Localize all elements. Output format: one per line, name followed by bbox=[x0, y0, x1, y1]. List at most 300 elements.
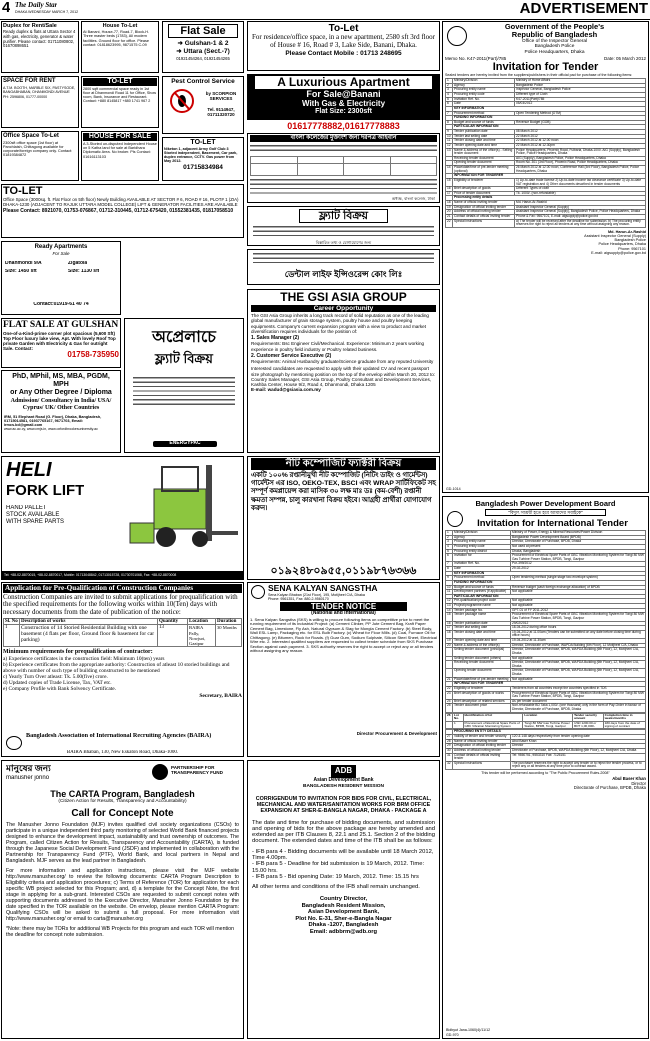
footer-line: Dhaka -1207, Bangladesh bbox=[308, 922, 379, 929]
ad-ref-2: GD-970 bbox=[446, 1032, 459, 1037]
bpdb-motto: "বিদ্যুৎ সাশ্রয়ী হতে হবে আমাদের সবাইকে" bbox=[485, 509, 606, 516]
ad-body: Ready duplex & flats at Uttara Sector 4 with gas, electricity, generator & water purifier. Please contact: 01711080802, 01670898651 bbox=[3, 29, 76, 49]
table-row bbox=[446, 648, 646, 656]
table-cell: Place/date/time of pre-tender meeting bbox=[453, 677, 511, 682]
ad-sena-kalyan bbox=[247, 582, 440, 757]
table-cell: Abul Baser Khan bbox=[511, 739, 646, 744]
table-cell: Agency bbox=[453, 83, 515, 88]
signer-email: E-mail: aigsupply@police.gov.bd bbox=[591, 250, 646, 255]
ad-body-placeholder bbox=[133, 376, 235, 406]
mission: BANGLADESH RESIDENT MISSION bbox=[302, 783, 385, 789]
ad-tolet-banani bbox=[247, 21, 440, 71]
table-cell: Date bbox=[453, 102, 515, 107]
table-cell bbox=[446, 661, 453, 669]
ad-phone: 01921454264, 01921454265 bbox=[176, 55, 230, 61]
ad-contact: Please Contact Mobile : 01713 248695 bbox=[285, 50, 402, 57]
ad-title: Ready Apartments bbox=[34, 244, 88, 250]
table-cell: 8 bbox=[446, 120, 453, 125]
table-cell: 4 bbox=[446, 93, 453, 98]
signer-phone: Phone: 9567101 bbox=[618, 246, 646, 251]
ptf-name: PARTNERSHIP FOR TRANSPARENCY FUND bbox=[171, 765, 223, 775]
table-cell: Not used at present bbox=[511, 544, 646, 549]
ad-phones: ০১৯২৪৮০৯৫৫,০১১৯৮৭৬৩৬৬ bbox=[270, 565, 417, 577]
ad-phone: 01715834984 bbox=[183, 164, 223, 172]
ad-phone: 01758-735950 bbox=[67, 350, 119, 360]
ad-features bbox=[6, 505, 64, 526]
table-cell: Director bbox=[511, 744, 646, 749]
table-cell: 3 bbox=[446, 540, 453, 545]
table-cell: 5 bbox=[446, 549, 453, 554]
cell: 30 Months bbox=[216, 625, 242, 647]
table-cell: USD 1200.00 or BDT 1,00,000/- bbox=[573, 721, 604, 729]
table-cell: Procurement of Electrical Spare Parts of GBC Vibration Monitoring System for Tongi 80 MW Gas Turbine Power Station, BPDB, Tongi, Gazipur bbox=[512, 553, 644, 561]
table-cell: 15 bbox=[446, 613, 453, 621]
table-cell: Agency bbox=[453, 535, 511, 540]
adb-logo: ADB bbox=[331, 765, 356, 778]
ad-brand: ENERGYPAC bbox=[153, 441, 217, 447]
table-cell: Not applicable bbox=[511, 590, 646, 595]
gov-sub-2: Bangladesh Police bbox=[534, 44, 575, 50]
position-1: 1. Sales Manager (2) bbox=[251, 334, 300, 341]
ad-flat-sale bbox=[162, 21, 244, 73]
ad-email: E-mail: wadud@gsiasia.com.my bbox=[251, 387, 321, 392]
signer-org: Bangladesh Police bbox=[614, 238, 646, 243]
min-requirements: Minimum requirements for prequalification of contractor: bbox=[3, 649, 153, 656]
ad-ref-1: Bidbyut Jana-1060(4)/11/12 bbox=[446, 1027, 491, 1032]
table-cell: 21 bbox=[447, 676, 451, 681]
ad-office-space bbox=[1, 131, 79, 181]
table-cell: 13 bbox=[446, 148, 453, 156]
para-2: For more information and application instructions, please visit the MJF website http://www.manusher.org/ to review the following documents: CARTA Program Description to Eligibility criteria and application procedures; c) Terms of Reference (TOR) for application for each specific WB project selected for this Program; and, d) a template for the Concept Note, the first stage in applying for a sub-grant. Interested CSOs are requested to submit concept notes with supporting documents addressed to the Executive Director, Manusher Jonno Foundation by the date specified in the TOR available on the website. On envelop, please mention CARTA Program: Qualifying CSOs will be asked to submit a full proposal. For more information visit http://www.manusher.org/ or email to carta@manusher.org bbox=[6, 868, 239, 923]
table-cell: Tender package No. bbox=[453, 608, 511, 613]
table-cell: PARTICULAR INFORMATION bbox=[453, 594, 646, 599]
ad-carta bbox=[1, 760, 244, 1039]
table-cell: 20 bbox=[447, 209, 451, 214]
table-cell: Procuring entity name bbox=[453, 540, 511, 545]
ad-gsi-asia bbox=[247, 289, 440, 453]
table-cell: Invitation Ref. No. bbox=[453, 562, 511, 567]
ad-body: The date and time for purchase of bidding documents, and submission and opening of bids for the above package are hereby amended and extended as per ITB Clauses 8, 22.1 and 25.1. Section 2 of the bidding document. The extended dates and time of the ITB shall be as follows: bbox=[252, 819, 435, 845]
footer-line: Country Director, bbox=[319, 896, 368, 903]
tender-heading: Invitation for International Tender bbox=[477, 518, 628, 530]
table-row bbox=[446, 613, 646, 621]
signer-address: Police Headquarters, Dhaka bbox=[598, 242, 646, 247]
feature-3: WITH SPARE PARTS bbox=[6, 519, 65, 525]
ad-line-1: ➜ Gulshan-1 & 2 bbox=[177, 40, 229, 48]
table-cell: As per tender document bbox=[511, 699, 646, 704]
tender-notice-title: TENDER NOTICE bbox=[280, 602, 407, 611]
table-cell: Location bbox=[523, 713, 573, 721]
table-cell: Tender opening date and time bbox=[453, 143, 515, 148]
table-cell: 29/02/2012 bbox=[511, 621, 646, 626]
ad-body-placeholder bbox=[253, 252, 434, 266]
table-cell: 1 bbox=[453, 721, 464, 729]
table-cell: Opening tender document bbox=[453, 669, 511, 677]
table-cell: Receiving tender document bbox=[453, 156, 515, 161]
table-cell: Lot No. bbox=[453, 713, 464, 721]
table-cell: 08 March 2012 bbox=[515, 130, 646, 135]
gov-emblem bbox=[447, 26, 467, 46]
ad-title: FLAT SALE AT GULSHAN bbox=[3, 320, 119, 330]
table-cell: Tender publication date bbox=[453, 130, 515, 135]
ad-title: বাংলা কলেজের মুক্তাংশ জন্য দরপত্র আহবান bbox=[250, 135, 437, 142]
table-cell: 11 bbox=[446, 590, 453, 595]
table-cell: Not applicable bbox=[511, 604, 646, 609]
ad-ready-apartments bbox=[1, 241, 121, 315]
table-cell: 1 bbox=[446, 531, 453, 536]
table-cell: 14 bbox=[447, 607, 451, 612]
ad-title: HOUSE FOR SALE bbox=[83, 133, 157, 141]
table-row bbox=[446, 704, 646, 712]
ad-subtitle: Career Opportunity bbox=[251, 305, 436, 312]
table-cell: 22 March 2012 bbox=[515, 134, 646, 139]
cell: BAIRA Pally, Nowjuri, Gazipur bbox=[188, 625, 216, 647]
table-cell: 32 bbox=[446, 761, 453, 769]
table-row bbox=[446, 713, 646, 721]
tender-bpdb bbox=[442, 496, 649, 1039]
gov-title-1: Government of the People's bbox=[504, 22, 605, 31]
table-cell: Invitation for bbox=[453, 554, 511, 562]
ad-intro: The GSI Asia Group inherits a long track record of solid reputation as one of the leading global manufacturer of grain storage system, poultry house and poultry keeping equipments. Company's current expansion program with a view to product and market diversification requires individuals for the position of: bbox=[251, 313, 429, 334]
ad-title: Pest Control Service bbox=[171, 78, 235, 85]
table-cell: Tenderers from all countries except the countries specified in TDS bbox=[511, 686, 646, 691]
table-cell: Director, Directorate of Purchase, BPDB, Dhaka bbox=[511, 540, 646, 545]
ad-title: TO-LET bbox=[3, 185, 43, 197]
ad-duplex bbox=[1, 21, 79, 73]
tender-notice-body: 1. Sena Kalyan Sangstha (SKS) is willing to procure following items on competitive price to meet the running requirement of its Industrial Project: (a) Cement Clinker, PP Jute Cement Bag, Kraft Paper Cement Bag, Limestone, Fly Ash, Natural Gypsum & Slag for Mongla Cement Factory. (b) Steel Body, Wall ESL Lamp, Packaging etc. for ESL Bulb Factory. (c) Wheat for Flour Mills. (d) Coal, Furnace Oil for Chittagong. (e) Bitumen, Rock for Roads. (f) Guar Gum, Sodium Sulphate, Silicon Steel Sheet, Electrical Wire etc. 2. Interested qualified suppliers are requested to collect tender schedule from SKS Purchase Section against cash payment. 3. SKS authority reserves the right to accept or reject any or all tenders without assigning any reason. bbox=[250, 617, 437, 654]
table-cell bbox=[446, 669, 453, 677]
table-cell: Tender package name bbox=[453, 613, 511, 621]
bpdb-lot-table bbox=[445, 713, 646, 730]
table-cell: 29 bbox=[447, 743, 451, 748]
table-cell: 4 bbox=[446, 544, 453, 549]
ad-phone: Tel. 9114947, 01711320720 bbox=[207, 107, 235, 118]
table-cell: Place/date/time of pre-tender meeting (optional) bbox=[453, 166, 515, 174]
footnote: This tender will be performed according to "The Public Procurement Rules-2008" bbox=[481, 771, 610, 776]
ad-address: Sena Kalyan Bhaban (21st Floor), 195, Motijheel C/A, Dhaka bbox=[268, 593, 365, 597]
table-cell: Tel: 9550751, 9553310 Fax: 7125151 bbox=[511, 753, 646, 761]
table-cell: Name of official inviting tender bbox=[453, 739, 511, 744]
table-cell: 24 bbox=[447, 698, 451, 703]
table-cell: Assistant Inspector General (Supply), Bangladesh Police, Police Headquarters, Dhaka bbox=[515, 210, 646, 215]
table-cell: Non-refundable BD Taka 1,000/- (one thousand) only in the form of Pay-Order in favour of Director, Directorate of Purchase, BPDB, Dhaka bbox=[511, 704, 646, 712]
bpdb-tender-table bbox=[445, 530, 646, 713]
signer-name: Abul Baser Khan bbox=[612, 776, 646, 782]
table-row bbox=[446, 761, 646, 769]
org-address: BAIRA Bhaban, 130, New Eskaton Road, Dhaka-1000. bbox=[66, 750, 179, 755]
ad-footer: অধ্যক্ষ, বাংলা কলেজ, ঢাকা bbox=[391, 196, 435, 201]
table-cell: PROCURING ENTITY DETAILS bbox=[453, 730, 646, 735]
cell: 13 bbox=[158, 625, 188, 647]
table-cell: 6 bbox=[446, 102, 453, 107]
table-cell: Brief description of goods bbox=[453, 187, 515, 192]
ad-dental bbox=[247, 249, 440, 285]
table-cell: 22 bbox=[447, 685, 451, 690]
table-cell: Pre-qualification/project code bbox=[453, 599, 511, 604]
table-row bbox=[446, 148, 646, 156]
table-cell: Eligibility of tenderer bbox=[453, 686, 511, 691]
feature-2: STOCK AVAILABLE bbox=[6, 512, 60, 518]
req-b: b) Experience certificates from the appropriate authority: Construction of atleast 10 storied buildings and above with number of such type of building constructed to be mentioned bbox=[3, 661, 230, 674]
table-cell: KEY INFORMATION bbox=[453, 571, 646, 576]
table-cell: Open Tendering Method (OTM) bbox=[515, 111, 646, 116]
table-cell: 120 & 148 days respectively from tender opening date bbox=[511, 735, 646, 740]
table-cell: Not applicable bbox=[511, 677, 646, 682]
feature-1: HAND PALLET bbox=[6, 505, 47, 511]
table-cell: Inspector General, Bangladesh Police bbox=[515, 88, 646, 93]
table-cell: 7 bbox=[446, 111, 453, 116]
table-cell: 25 bbox=[446, 704, 453, 712]
ad-title: A Luxurious Apartment bbox=[255, 76, 432, 89]
table-cell: Name & address of the office(s) bbox=[453, 643, 511, 648]
table-cell: Ministry/Division bbox=[453, 531, 511, 536]
ad-title: Flat Sale bbox=[168, 24, 238, 38]
table-cell: Bangladesh Police bbox=[515, 83, 646, 88]
table-cell: Tender closing date and time bbox=[453, 630, 511, 638]
table-cell: Tender last selling date bbox=[453, 626, 511, 631]
table-cell: Budget and source of funds bbox=[453, 120, 515, 125]
table-cell: Md. Harun-Ar-Rashid bbox=[515, 201, 646, 206]
table-cell: 15 bbox=[446, 178, 453, 186]
ad-body-placeholder bbox=[253, 225, 434, 239]
ad-body: One-of-a-Kind-prime corner plot spacious (5,600 Sft) Top Floor luxury lake view, Apt. With lovely Roof Top private Garden with Electricity & Gas for outright Sale. Contact: bbox=[3, 331, 116, 352]
footer-line: Email: adbbrm@adb.org bbox=[309, 928, 378, 935]
footer-line: Plot No. E-31, Sher-e-Bangla Nagar bbox=[295, 915, 392, 922]
org-name: Bangladesh Association of International Recruiting Agencies (BAIRA) bbox=[26, 733, 212, 739]
table-cell: 27 bbox=[447, 734, 451, 739]
adb-logo-wrap bbox=[252, 763, 435, 778]
ad-body: 2800 sqft commercial space ready in 1st floor at Dhanmondi Road 11 for Office, Show room, Bank, Insurance and Restaurant. Contact: +880 8145817 +880 1741 967 2 bbox=[83, 86, 157, 104]
ad-title: House To-Let bbox=[102, 23, 138, 29]
table-cell: Revenue budget (cash foreign exchange allocation) of BPDB bbox=[511, 585, 646, 590]
table-row bbox=[446, 669, 646, 677]
ad-by: by SCORPION SERVICES bbox=[205, 91, 237, 102]
table-cell: 17 bbox=[447, 190, 451, 195]
table-cell: KEY INFORMATION bbox=[453, 106, 646, 111]
table-cell: Address of official inviting tender bbox=[453, 748, 511, 753]
table-cell: Not applicable bbox=[511, 599, 646, 604]
table-cell: 31 bbox=[446, 753, 453, 761]
ad-line-2: ➜ Uttara (Sect.-7) bbox=[176, 47, 230, 55]
req-c: c) Yearly Turn Over atleast: Tk. 5.00(five) crore. bbox=[3, 673, 108, 680]
ad-line-3: Admission/ Consultancy in India/ USA/ Cyprus/ UK/ Other Countries bbox=[10, 398, 112, 412]
ad-line-2: With Gas & Electricity bbox=[301, 98, 386, 108]
ad-adb bbox=[247, 760, 440, 1039]
table-cell: 05/03/2012 bbox=[515, 102, 646, 107]
signer: Director Procurement & Development bbox=[356, 730, 437, 736]
table-cell: Identification of lot bbox=[463, 713, 523, 721]
table-cell: Tender last selling date bbox=[453, 134, 515, 139]
gov-title-2: Republic of Bangladesh bbox=[511, 30, 598, 39]
table-cell: 16 bbox=[447, 186, 451, 191]
ad-web: www.ac.ac.cy, www.cmjs.in, www.oxfordbrookesuniversity.ac bbox=[4, 426, 98, 431]
bug-icon bbox=[167, 88, 197, 114]
table-cell: The purchaser reserves the right to accept any tender or to reject the tender process, or to reject any or all tenders at any time prior to contract award. bbox=[511, 761, 646, 769]
ad-subtitle: For Sale bbox=[52, 250, 70, 256]
bpdb-tender-table-2 bbox=[445, 729, 646, 770]
table-cell: Revenue Budget (GOB) bbox=[515, 120, 646, 125]
brand-logo: HELI bbox=[6, 460, 52, 480]
tender-notice-sub: (National and International) bbox=[311, 610, 376, 617]
ad-luxury-apartment bbox=[247, 74, 440, 120]
ad-flat-bikroy bbox=[247, 206, 440, 246]
ad-contact: IRM, 51 Elephant Road (G. Floor), Dhaka, Bangladesh, 01715014581, 01937765167, 9671703, Email: irmcs.bd@gmail.com bbox=[4, 414, 102, 428]
table-cell: Project/programme name bbox=[453, 604, 511, 609]
ad-line-3: Flat Size: 2300sft bbox=[315, 108, 372, 115]
ad-line-2: or Any Other Degree / Diploma bbox=[10, 388, 112, 396]
table-cell: Ministry/Division bbox=[453, 79, 515, 84]
ad-title: SENA KALYAN SANGSTHA bbox=[268, 583, 378, 593]
table-cell: GPT-01 of FY 2011-2012 bbox=[511, 608, 646, 613]
table-cell: 9 bbox=[446, 576, 453, 581]
table-cell: Name of official inviting tender bbox=[453, 201, 515, 206]
forklift-image bbox=[120, 461, 240, 561]
ad-body: A.T.M. BOOTH, MARBLE SIX, PASTYSODE, BANGABHABAN, DHANMONDI AVENUE bbox=[3, 85, 76, 94]
ad-title: The CARTA Program, Bangladesh bbox=[50, 789, 195, 799]
ad-subtitle: (Citizen Action for Results, Transparency and Accountability) bbox=[58, 799, 187, 804]
table-cell: Brief description of goods or works bbox=[453, 691, 511, 699]
req-d: d) Updated copies of Trade License, Tax, VAT etc. bbox=[3, 679, 112, 686]
ad-line-1: For Sale@Banani bbox=[306, 89, 381, 99]
ad-title: FORK LIFT bbox=[6, 483, 85, 499]
signer-designation: Assistant Inspector General (Supply) bbox=[584, 233, 646, 238]
table-cell: 10 bbox=[447, 133, 451, 138]
table-cell: Bangladesh Power Development Board (BPDB) bbox=[511, 535, 646, 540]
ad-contact: Contact:01919-61 40 74 bbox=[33, 302, 89, 307]
signature-block bbox=[445, 777, 646, 791]
tender-police bbox=[442, 21, 649, 493]
ad-baira bbox=[1, 582, 244, 757]
table-cell: Procuring entity code bbox=[453, 93, 515, 98]
table-cell: 6 bbox=[446, 554, 453, 562]
table-cell: 21 bbox=[447, 213, 451, 218]
table-cell: Contact details of official inviting tender bbox=[453, 753, 511, 761]
ad-location-2: Zigatola bbox=[68, 261, 88, 266]
table-cell: Room No. 301 (3rd Floor), Phoenix Road, Police Headquarters, Dhaka bbox=[515, 161, 646, 166]
paper-name: The Daily Star bbox=[15, 2, 58, 9]
table-cell: Directorate of Purchase, BPDB, WAPDA Building (6th Floor), 12, Motijheel C/A, Dhaka bbox=[511, 748, 646, 753]
item-2: - IFB para 5 - Deadline for bid submission is 19 March, 2012. Time: 15.00 hrs. bbox=[252, 861, 425, 874]
ad-luxury-phones: 01617778882,01617778883 bbox=[287, 121, 400, 131]
table-cell: a) The tender will be received after the deadline for submission. b) The procuring entity reserves the right to reject all tenders at any time without assigning any reason. bbox=[515, 219, 646, 227]
bpdb-logo bbox=[447, 511, 463, 527]
col-slno: Sl. No bbox=[5, 618, 18, 624]
table-cell: 1 bbox=[446, 79, 453, 84]
ad-bangla-college bbox=[247, 133, 440, 203]
table-row bbox=[446, 219, 646, 227]
table-cell: Designation of official inviting tender bbox=[453, 205, 515, 210]
table-cell: Selling tender document (principal) bbox=[453, 648, 511, 656]
table-cell: 23 bbox=[446, 691, 453, 699]
table-cell: 10 bbox=[447, 584, 451, 589]
ad-contact: Tel: +88-02-8870015, +88-02-8870017, Mobile: 01713048842, 01713015728, 01730701068, Fax: +88-02-8870008 bbox=[2, 571, 243, 580]
table-cell: INFORMATION FOR TENDERER bbox=[453, 174, 646, 179]
table-cell: Procurement of Electrical Spare Parts of GBC Vibration Monitoring System for Tongi 80 MW Gas Turbine Power Station, BPDB, Tongi, Gazipur bbox=[512, 690, 644, 699]
table-cell: FUNDING INFORMATION bbox=[453, 580, 646, 585]
table-cell: Not applicable bbox=[511, 656, 646, 661]
ad-title: TO-LET bbox=[83, 78, 157, 86]
table-cell: 9 bbox=[446, 130, 453, 135]
table-cell: 3 bbox=[446, 88, 453, 93]
table-cell: Procurement of Electrical Spare Parts of GBC Vibration Monitoring System bbox=[463, 721, 523, 729]
table-cell: 2 bbox=[446, 535, 453, 540]
table-cell: Dhaka, Bangladesh bbox=[511, 549, 646, 554]
col-duration: Duration bbox=[216, 618, 242, 625]
ad-size-1: Size: 1450 sft bbox=[5, 269, 37, 274]
table-cell: Development partners (if applicable) bbox=[453, 590, 511, 595]
ptf-logo bbox=[152, 764, 168, 780]
ad-intro-placeholder bbox=[250, 144, 437, 154]
table-cell: Tender security amount bbox=[573, 713, 604, 721]
works-table bbox=[3, 618, 242, 647]
table-cell: Tongi 80 MW Gas Turbine Power Station, BPDB, Tongi, Gazipur bbox=[523, 721, 573, 729]
col-quantity: Quantity bbox=[158, 618, 188, 625]
col-description: Description of works bbox=[20, 618, 158, 625]
ad-body: At Banani, House-77, Road-7, Block-H. Three master beds (1783), All modern facilities. Ground floor for office. Please contact: 01818623995, 9871575 C-09 bbox=[83, 30, 150, 47]
table-cell: Procuring entity name bbox=[453, 88, 515, 93]
tender-intro: Sealed tenders are hereby invited from the suppliers/publishers in their official pad for purchase of the following items: bbox=[445, 73, 633, 78]
table-cell: 22 March 2012 at 12.30pm bbox=[515, 143, 646, 148]
table-cell: PARTICULAR INFORMATION bbox=[453, 125, 646, 130]
table-cell: Selling tender document (others) bbox=[453, 656, 511, 661]
ad-forklift bbox=[1, 456, 244, 580]
ad-body: একটি ১০০% রপ্তানীমুখী নীট কম্পোজিট (নিটিং ডাইং ও গার্মেন্টস) গার্মেন্টস এর ISO, OEKO-TEX, BSCI এবং WRAP সার্টিফিকেট সহ সম্পূর্ণ কমপ্লায়েন্স করা মাসিক ৩০ লক্ষ মাঃ ডঃ (কম-বেশী) রপ্তানী ক্ষমতা সম্পন্ন, চালু কারখানা বিক্রয় হইবে। আগ্রহী প্রার্থীরা যোগাযোগ করুন। bbox=[251, 472, 436, 512]
ad-title: To-Let bbox=[328, 23, 359, 34]
ad-closing: Interested candidates are requested to apply with their updated CV and recent passport size photograph by mentioning position on the top of the envelop within March 20, 2012 to: Country Sales Manager, GSI Asia Group, Poultry Consultant and Development Services, Kashba Center, House 9/2, Road 4, Dhanmondi, Dhaka 1205 bbox=[251, 366, 436, 387]
table-cell: Receiving tender document bbox=[453, 661, 511, 669]
dateline: DHAKA WEDNESDAY MARCH 7, 2012 bbox=[15, 10, 79, 14]
ad-title: CORRIGENDUM TO INVITATION FOR BIDS FOR CIVIL, ELECTRICAL, MECHANICAL AND WATER/SANITATION WORKS FOR BRM OFFICE EXPANSION AT SHER-E-BANGLA NAGAR, DHAKA - PACKAGE A bbox=[255, 795, 432, 815]
memo-no: Memo No. K47-2011(Part)/785 bbox=[445, 56, 507, 62]
ad-location-1: Dhanmondi 9/A bbox=[5, 261, 42, 266]
table-cell: 28 bbox=[447, 738, 451, 743]
table-cell bbox=[446, 648, 453, 656]
police-tender-table bbox=[445, 78, 646, 228]
table-cell: 19 bbox=[447, 204, 451, 209]
table-cell: Price of tender document bbox=[453, 191, 515, 196]
ad-title: ডেন্টাল লাইফ ইন্সিওরেন্স কোং লিঃ bbox=[284, 269, 403, 279]
ad-contact: Please Contact: 8921070, 01753-076867, 01712-310445, 01712-675420, 01552381435, 01817058510 bbox=[3, 207, 234, 214]
table-cell: Ministry of Power, Energy & Mineral Resources/Power Division bbox=[511, 531, 646, 536]
signer-org: Directorate of Purchase, BPDB, Dhaka bbox=[573, 785, 646, 791]
table-cell: 22 March 2012 at 12.00 noon bbox=[515, 139, 646, 144]
table-cell: 26 bbox=[446, 713, 453, 721]
ad-title: Office Space To-Let bbox=[3, 133, 59, 139]
gov-sub-1: Office of the Inspector General bbox=[521, 39, 588, 44]
ad-intro: Construction Companies are invited to submit applications for prequalification with the specified requirements for the following works within 10(Ten) days with necessary documents from the date of publication of the notice: bbox=[3, 593, 238, 616]
table-cell: Eligibility of tenderer bbox=[453, 178, 515, 186]
mjf-logo-bn: মানুষের জন্য bbox=[6, 763, 51, 773]
ad-body: For residence/office space, in a new apartment, 2580 sft 3rd floor of House # 16, Road # 3, Lake Side, Banani, Dhaka. bbox=[252, 33, 435, 49]
table-cell: Tender publication date bbox=[453, 621, 511, 626]
ad-body: বিস্তারিত তথ্য ও যোগাযোগের জন্য bbox=[315, 240, 372, 245]
bangla-table bbox=[250, 156, 437, 176]
ad-tolet-dhanmondi bbox=[81, 76, 159, 128]
table-cell: Validity of tender and tender security bbox=[453, 735, 511, 740]
table-cell: Pur-399/2012 bbox=[511, 562, 646, 567]
signature-block bbox=[445, 230, 646, 255]
table-cell: Procuring entity district bbox=[453, 549, 511, 554]
ad-title: নীট কম্পোজিট ফ্যাক্টরী বিক্রয় bbox=[251, 458, 436, 470]
table-cell: Director, Directorate of Purchase, BPDB, WAPDA Building (6th Floor), 12, Motijheel C/A, Dhaka bbox=[511, 648, 646, 656]
table-cell: 18-04-2012 during office hours bbox=[511, 626, 646, 631]
table-cell: 2 bbox=[446, 83, 453, 88]
table-cell: Special instructions bbox=[453, 219, 515, 227]
ad-knit-factory bbox=[247, 456, 440, 580]
table-cell: 7 bbox=[446, 562, 453, 567]
page-number: 4 bbox=[2, 0, 11, 16]
table-cell: 16 bbox=[447, 620, 451, 625]
